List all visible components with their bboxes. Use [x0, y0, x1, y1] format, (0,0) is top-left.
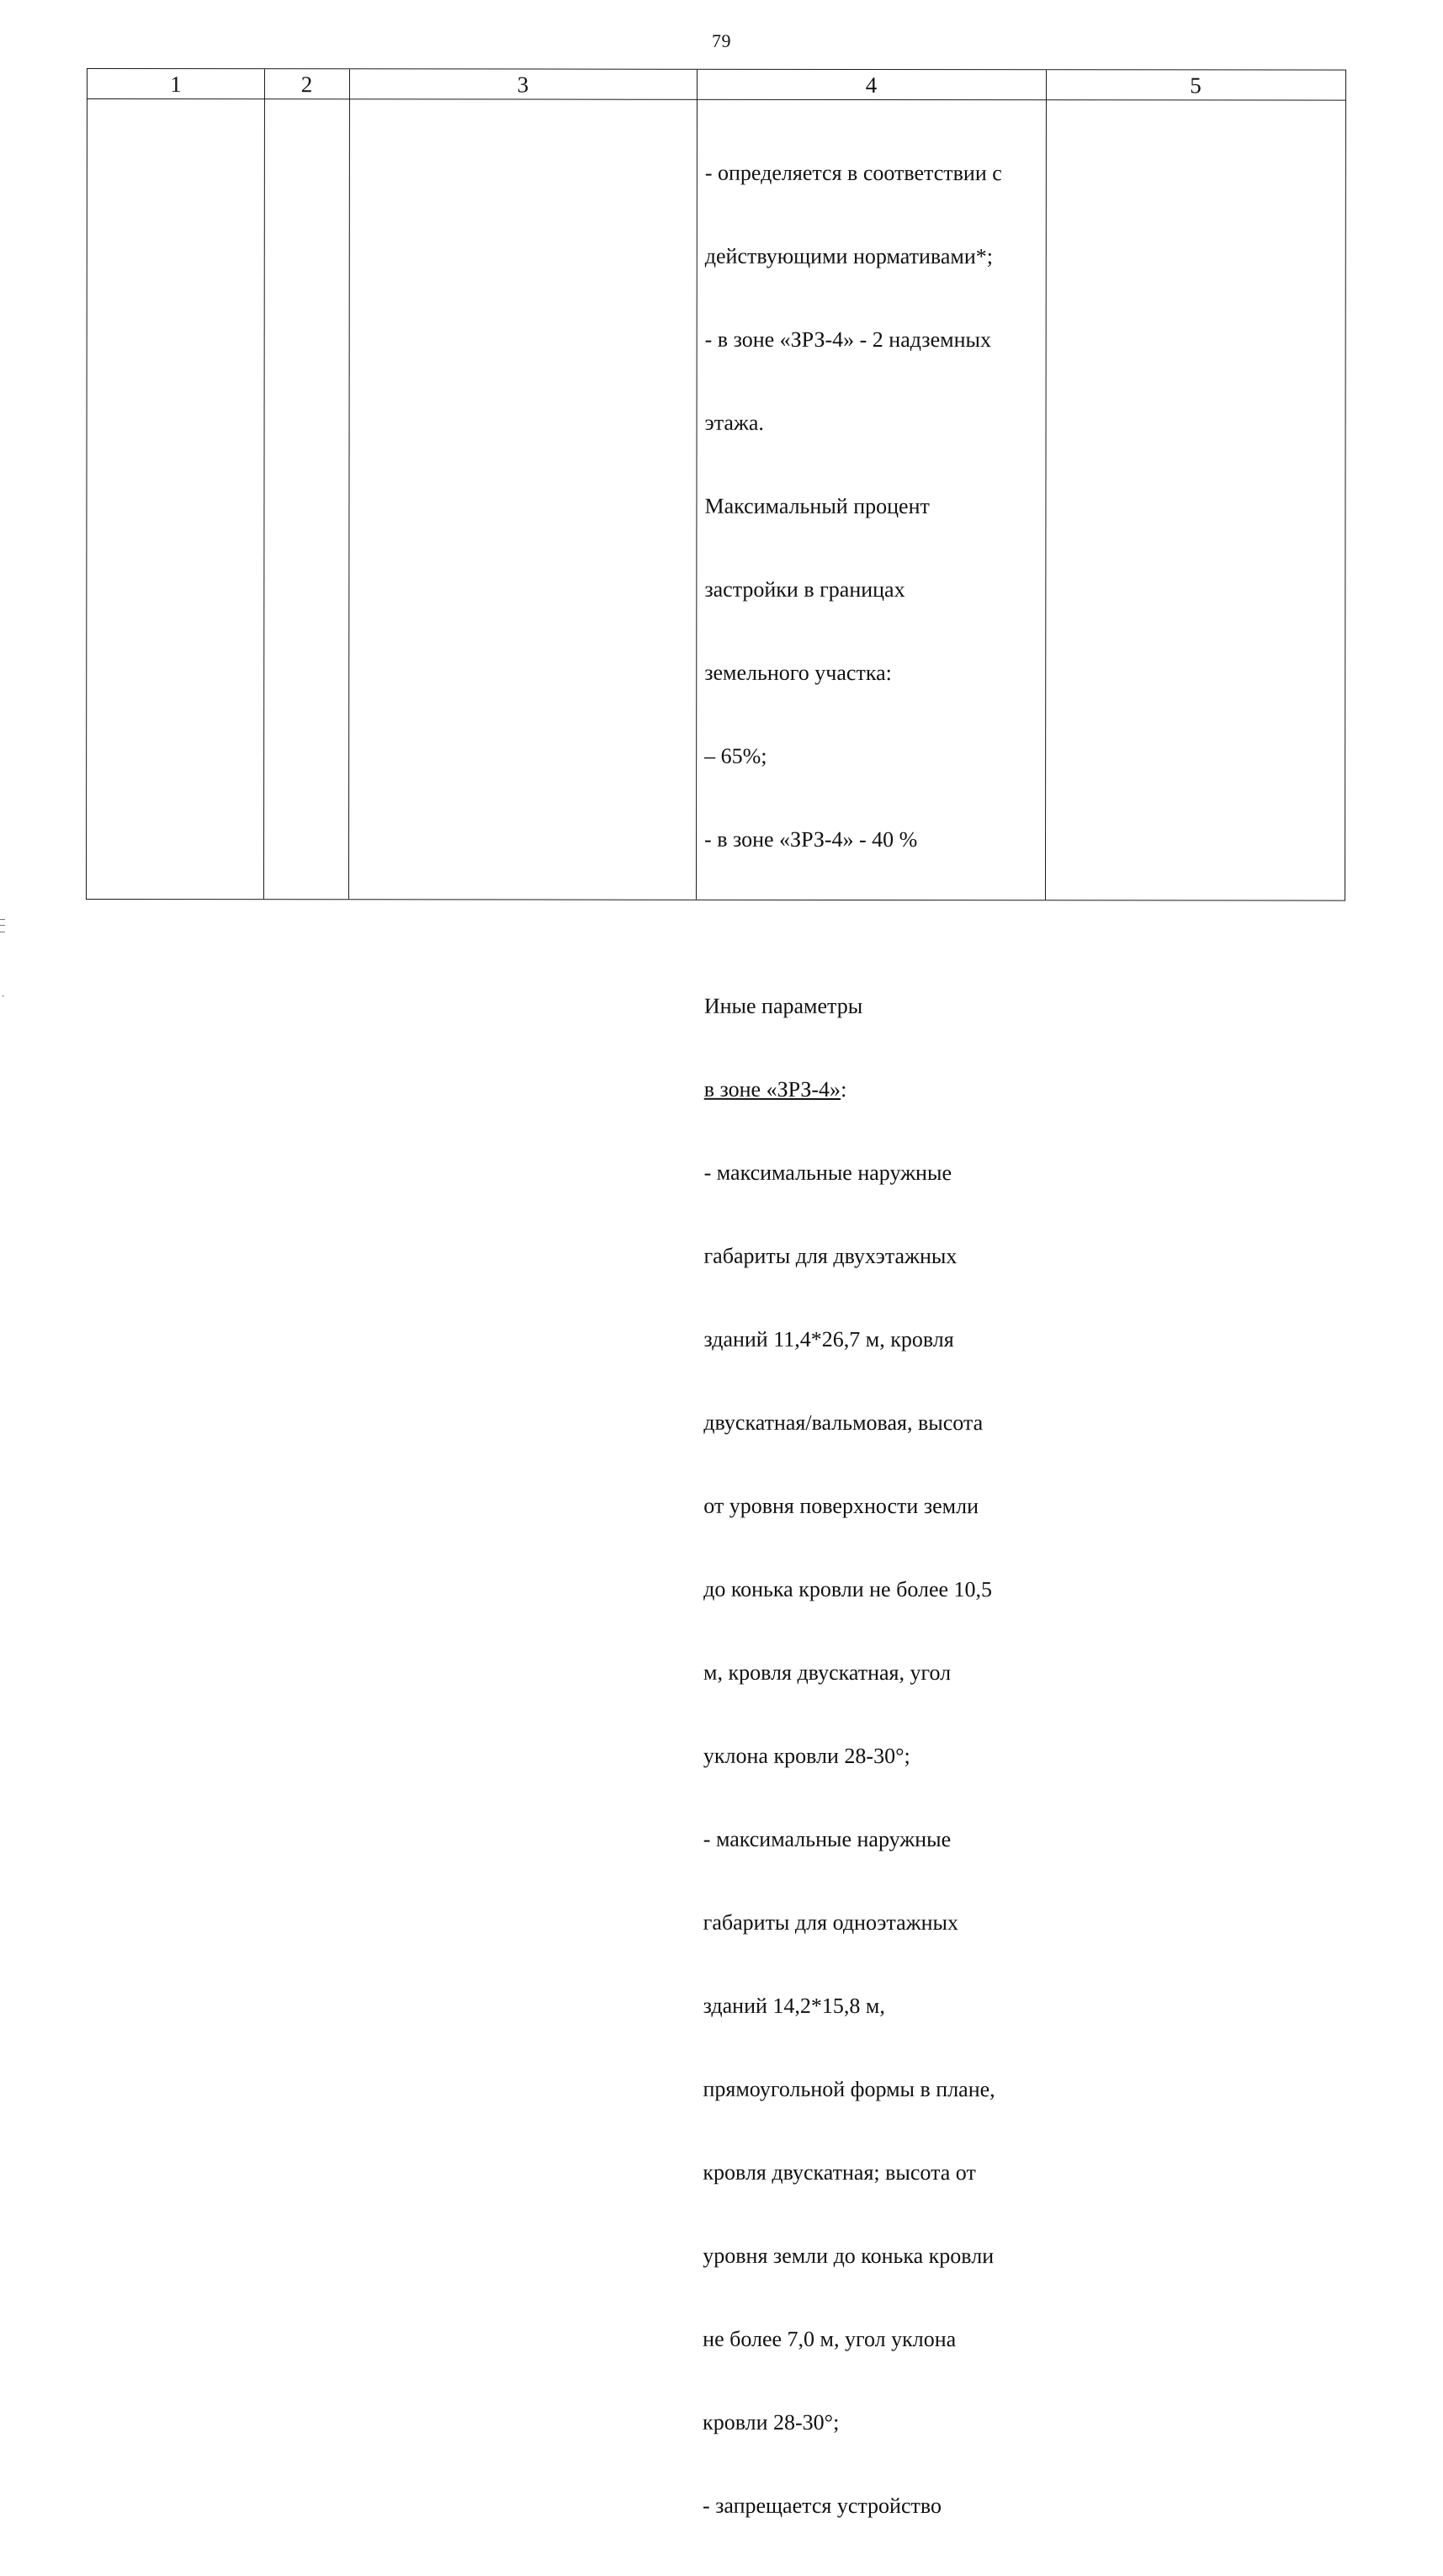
header-cell-1: 1 — [170, 72, 182, 98]
text-line: - запрещается устройство — [702, 2493, 942, 2519]
text-line: не более 7,0 м, угол уклона — [703, 2326, 957, 2352]
table-header-row — [88, 69, 1345, 101]
blank-line — [704, 909, 1041, 937]
column-divider — [263, 69, 265, 899]
text-line: уровня земли до конька кровли — [703, 2243, 995, 2269]
text-line: кровли 28-30°; — [703, 2409, 840, 2435]
text-line: зданий 14,2*15,8 м, — [703, 1993, 885, 2018]
text-line: габариты для одноэтажных — [703, 1909, 959, 1936]
colon: : — [841, 1076, 847, 1102]
text-line: до конька кровли не более 10,5 — [703, 1576, 993, 1602]
text-line: Максимальный процент — [704, 493, 930, 519]
text-line: уклона кровли 28-30°; — [703, 1743, 910, 1769]
header-cell-4: 4 — [865, 72, 878, 98]
text-line: земельного участка: — [704, 660, 892, 686]
page-number: 79 — [712, 30, 731, 51]
text-line: прямоугольной формы в плане, — [703, 2076, 995, 2102]
text-line: зданий 11,4*26,7 м, кровля — [703, 1326, 954, 1352]
text-line: застройки в границах — [704, 576, 905, 603]
text-line: – 65%; — [704, 743, 767, 768]
text-line: кровля двускатная; высота от — [703, 2159, 976, 2186]
text-line: Иные параметры — [703, 993, 863, 1018]
text-line: - определяется в соответствии с — [704, 160, 1002, 186]
text-line: - в зоне «ЗРЗ-4» - 2 надземных — [704, 327, 991, 353]
text-line: габариты для двухэтажных — [703, 1243, 958, 1269]
text-line: от уровня поверхности земли — [703, 1493, 979, 1519]
header-cell-3: 3 — [517, 72, 529, 98]
text-line: - максимальные наружные — [703, 1826, 952, 1852]
text-line: м, кровля двускатная, угол — [703, 1660, 952, 1686]
text-line: - в зоне «ЗРЗ-4» - 40 % — [704, 826, 918, 852]
column-divider — [1045, 70, 1047, 900]
header-cell-5: 5 — [1190, 72, 1202, 98]
header-cell-2: 2 — [300, 72, 313, 98]
column-4-content — [703, 104, 1042, 2575]
regulations-table — [86, 68, 1346, 2519]
text-line: - максимальные наружные — [703, 1160, 952, 1186]
text-line-underlined — [704, 1076, 1041, 1103]
scan-margin-mark — [0, 919, 5, 932]
column-divider — [348, 69, 350, 899]
text-line: двускатная/вальмовая, высота — [703, 1410, 984, 1436]
text-line: действующими нормативами*; — [704, 243, 993, 269]
underlined-zone-label: в зоне «ЗРЗ-4» — [703, 1076, 841, 1102]
text-line: этажа. — [704, 410, 764, 435]
column-divider — [696, 70, 698, 900]
